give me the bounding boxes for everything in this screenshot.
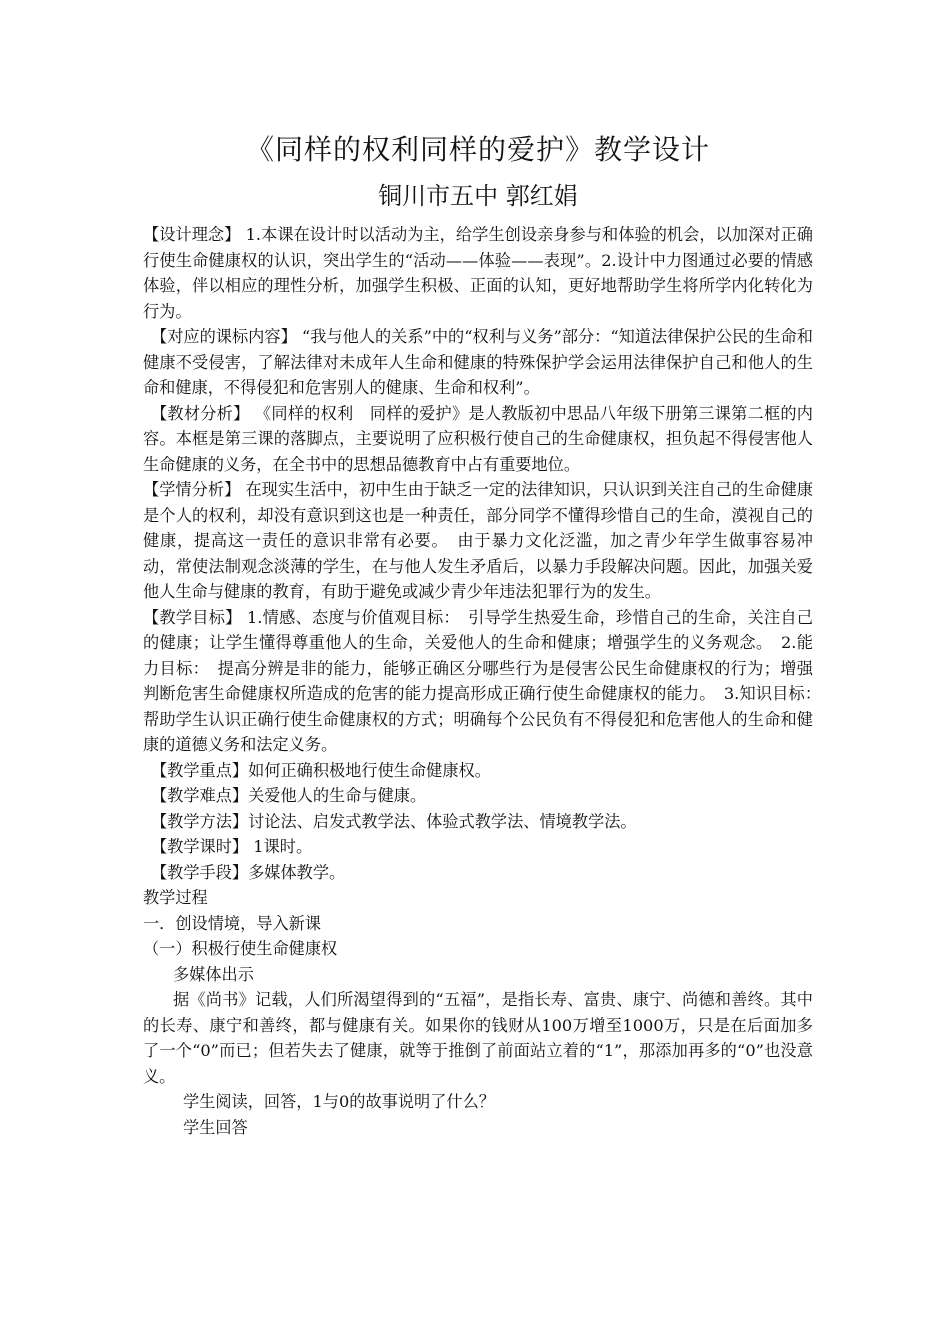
author-line: 铜川市五中 郭红娟 bbox=[378, 182, 578, 210]
multimedia-line: 多媒体出示 bbox=[173, 964, 254, 984]
teaching-goals-paragraph: 【教学目标】 1.情感、态度与价值观目标： 引导学生热爱生命，珍惜自己的生命，关注自己的健康；让学生懂得尊重他人的生命，关爱他人的生命和健康；增强学生的义务观念。 2.能力目标： 提高分辨是非的能力，能够正确区分哪些行为是侵害公民生命健康权的行为；增强判断危害生命健康权所造成的危害的能力提高形成正确行使生命健康权的能力。 3.知识目标： 帮助学生认识正确行使生命健康权的方式；明确每个公民负有不得侵犯和危害他人的生命和健康的道德义务和法定义务。 bbox=[143, 607, 830, 754]
hours-line: 【教学课时】 1课时。 bbox=[151, 837, 313, 856]
document-title: 《同样的权利同样的爱护》教学设计 bbox=[245, 133, 710, 166]
process-heading: 教学过程 bbox=[143, 888, 208, 907]
design-concept-paragraph: 【设计理念】 1.本课在设计时以活动为主，给学生创设亲身参与和体验的机会，以加深对正确行使生命健康权的认识，突出学生的“活动——体验——表现”。2.设计中力图通过必要的情感体验，伴以相应的理性分析，加强学生积极、正面的认知，更好地帮助学生将所学内化转化为行为。 bbox=[143, 225, 813, 321]
difficulty-line: 【教学难点】关爱他人的生命与健康。 bbox=[151, 786, 427, 805]
question-line: 学生阅读，回答，1与0的故事说明了什么？ bbox=[183, 1092, 495, 1111]
curriculum-paragraph: 【对应的课标内容】 “我与他人的关系”中的“权利与义务”部分：“知道法律保护公民的生命和健康不受侵害，了解法律对未成年人生命和健康的特殊保护学会运用法律保护自己和他人的生命和健康，不得侵犯和危害别人的健康、生命和权利”。 bbox=[143, 327, 813, 397]
learner-analysis-paragraph: 【学情分析】 在现实生活中，初中生由于缺乏一定的法律知识，只认识到关注自己的生命健康是个人的权利，却没有意识到这也是一种责任，部分同学不懂得珍惜自己的生命，漠视自己的健康，提高这一责任的意识非常有必要。 由于暴力文化泛滥，加之青少年学生做事容易冲动，常使法制观念淡薄的学生，在与他人发生矛盾后，以暴力手段解决问题。因此，加强关爱他人生命与健康的教育，有助于避免或减少青少年违法犯罪行为的发生。 bbox=[143, 480, 813, 601]
subsection-one-heading: （一）积极行使生命健康权 bbox=[143, 939, 338, 958]
answer-line: 学生回答 bbox=[183, 1117, 248, 1137]
section-one-heading: 一．创设情境，导入新课 bbox=[143, 913, 322, 933]
story-paragraph: 据《尚书》记载，人们所渴望得到的“五福”，是指长寿、富贵、康宁、尚德和善终。其中的长寿、康宁和善终，都与健康有关。如果你的钱财从100万增至1000万，只是在后面加多了一个“0”而已；但若失去了健康，就等于推倒了前面站立着的“1”，那添加再多的“0”也没意义。 bbox=[143, 990, 813, 1086]
key-point-line: 【教学重点】如何正确积极地行使生命健康权。 bbox=[151, 760, 491, 780]
document-page bbox=[143, 128, 830, 1140]
textbook-analysis-paragraph: 【教材分析】 《同样的权利 同样的爱护》是人教版初中思品八年级下册第三课第二框的内容。本框是第三课的落脚点，主要说明了应积极行使自己的生命健康权，担负起不得侵害他人生命健康的义务，在全书中的思想品德教育中占有重要地位。 bbox=[143, 403, 813, 474]
means-line: 【教学手段】多媒体教学。 bbox=[151, 862, 346, 882]
methods-line: 【教学方法】讨论法、启发式教学法、体验式教学法、情境教学法。 bbox=[151, 811, 637, 831]
